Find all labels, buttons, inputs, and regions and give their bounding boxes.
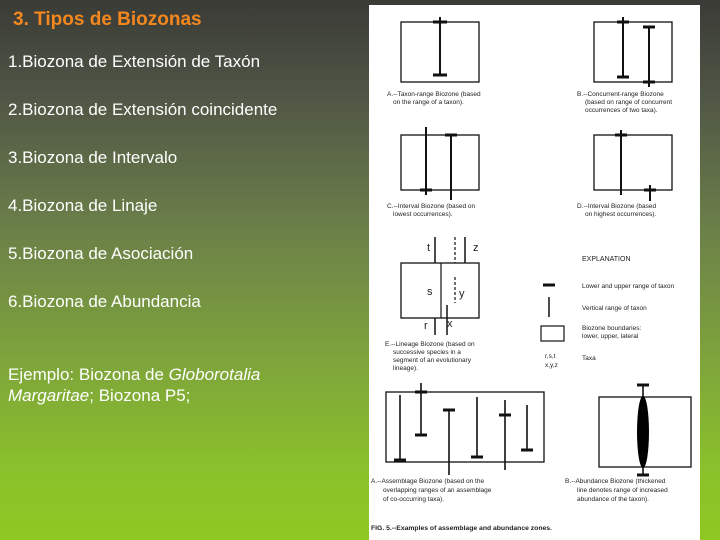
legend-taxa-label: Taxa xyxy=(582,355,596,362)
example-species: Margaritae xyxy=(8,386,90,405)
panel-lineage xyxy=(385,237,479,372)
caption-a-line2: on the range of a taxon). xyxy=(393,99,464,106)
caption-e-line4: lineage). xyxy=(393,365,418,372)
example-text xyxy=(8,364,348,406)
caption-e-line2: successive species in a xyxy=(393,349,461,356)
caption-d-line1: D.--Interval Biozone (based xyxy=(577,203,657,210)
example-suffix: ; Biozona P5; xyxy=(89,386,191,405)
slide-title: 3. Tipos de Biozonas xyxy=(13,9,202,30)
caption-e-line1: E.--Lineage Biozone (based on xyxy=(385,341,475,348)
caption-b-line1: B.--Concurrent-range Biozone xyxy=(577,91,664,98)
panel-concurrent-range xyxy=(577,17,672,114)
biozone-diagram xyxy=(369,5,700,540)
panel-taxon-range xyxy=(387,17,481,106)
caption-d-line2: on highest occurrences). xyxy=(585,211,657,218)
taxon-label-z: z xyxy=(473,242,479,254)
list-item: 6.Biozona de Abundancia xyxy=(8,292,201,311)
caption-b2-line1: B.--Abundance Biozone (thickened xyxy=(565,478,666,485)
example-prefix: Ejemplo: Biozona de xyxy=(8,365,169,384)
example-genus: Globorotalia xyxy=(168,365,261,384)
explanation-legend xyxy=(541,256,675,369)
list-item: 1.Biozona de Extensión de Taxón xyxy=(8,52,261,71)
caption-b2-line3: abundance of the taxon). xyxy=(577,496,649,503)
figure-caption: FIG. 5.--Examples of assemblage and abundance zones. xyxy=(371,525,552,532)
explanation-title: EXPLANATION xyxy=(582,256,631,263)
panel-interval-highest xyxy=(577,130,672,218)
caption-b2-line2: line denotes range of increased xyxy=(577,487,668,494)
caption-a-line1: A.--Taxon-range Biozone (based xyxy=(387,91,481,98)
taxon-label-s: s xyxy=(427,286,433,298)
legend-vertical-range: Vertical range of taxon xyxy=(582,305,647,312)
list-item: 3.Biozona de Intervalo xyxy=(8,148,178,167)
caption-b-line3: occurrences of two taxa). xyxy=(585,107,658,114)
panel-abundance xyxy=(565,385,691,503)
legend-boundaries-line2: lower, upper, lateral xyxy=(582,333,639,340)
caption-a2-line1: A.--Assemblage Biozone (based on the xyxy=(371,478,485,485)
taxon-label-y: y xyxy=(459,288,465,300)
caption-c-line2: lowest occurrences). xyxy=(393,211,453,218)
legend-boundaries-line1: Biozone boundaries: xyxy=(582,325,642,332)
legend-taxa-line1: r,s,t xyxy=(545,353,556,360)
taxon-label-x: x xyxy=(447,318,453,330)
biozone-figure xyxy=(369,5,700,540)
caption-b-line2: (based on range of concurrent xyxy=(585,99,673,106)
legend-taxa-line2: x,y,z xyxy=(545,362,558,369)
panel-interval-lowest xyxy=(387,127,479,218)
list-item: 2.Biozona de Extensión coincidente xyxy=(8,100,278,119)
caption-c-line1: C.--Interval Biozone (based on xyxy=(387,203,476,210)
taxon-label-r: r xyxy=(424,320,428,332)
caption-a2-line2: overlapping ranges of an assemblage xyxy=(383,487,492,494)
panel-assemblage xyxy=(371,383,544,503)
list-item: 4.Biozona de Linaje xyxy=(8,196,158,215)
caption-a2-line3: of co-occurring taxa). xyxy=(383,496,445,503)
taxon-label-t: t xyxy=(427,242,431,254)
caption-e-line3: segment of an evolutionary xyxy=(393,357,472,364)
legend-range-limits: Lower and upper range of taxon xyxy=(582,283,675,290)
list-item: 5.Biozona de Asociación xyxy=(8,244,194,263)
